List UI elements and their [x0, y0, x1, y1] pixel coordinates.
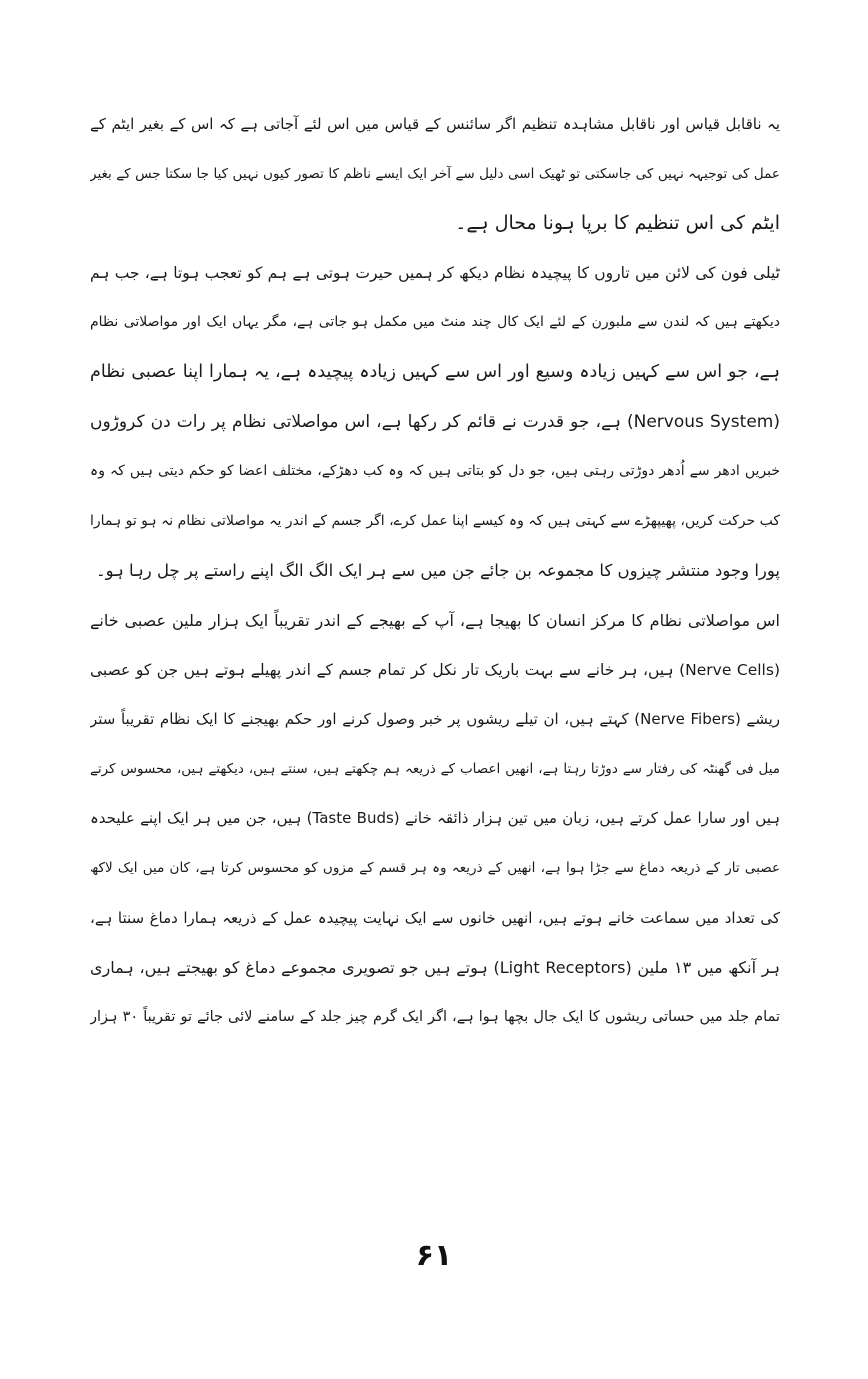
text-line: ہیں اور سارا عمل کرتے ہیں، زبان میں تین ہزار ذائقہ خانے (Taste Buds) ہیں، جن میں ہر ایک اپنے علیحدہ [90, 809, 780, 828]
text-line: میل فی گھنٹہ کی رفتار سے دوڑتا رہتا ہے، انھیں اعصاب کے ذریعہ ہم چکھتے ہیں، سنتے ہیں، دیکھتے ہیں، محسوس کرتے [90, 760, 780, 777]
text-line: کی تعداد میں سماعت خانے ہوتے ہیں، انھیں خانوں سے ایک نہایت پیچیدہ عمل کے ذریعہ ہمارا دماغ سنتا ہے، [90, 908, 780, 927]
text-line: تمام جلد میں حساتی ریشوں کا ایک جال بچھا ہوا ہے، اگر ایک گرم چیز جلد کے سامنے لائی جائے تو تقریباً ۳۰ ہزار [90, 1008, 780, 1025]
text-line: یہ ناقابل قیاس اور ناقابل مشاہدہ تنظیم اگر سائنس کے قیاس میں اس لئے آجاتی ہے کہ اس کے بغیر ایٹم کے [90, 115, 780, 133]
text-line: ہے، جو اس سے کہیں زیادہ وسیع اور اس سے کہیں زیادہ پیچیدہ ہے، یہ ہمارا اپنا عصبی نظام [90, 361, 780, 382]
text-line: ایٹم کی اس تنظیم کا برپا ہونا محال ہے۔ [455, 212, 780, 235]
text-line: ٹیلی فون کی لائن میں تاروں کا پیچیدہ نظام دیکھ کر ہمیں حیرت ہوتی ہے ہم کو تعجب ہوتا ہے، جب ہم [90, 263, 780, 282]
text-line: (Nerve Cells) ہیں، ہر خانے سے بہت باریک تار نکل کر تمام جسم کے اندر پھیلے ہوتے ہیں جن کو عصبی [90, 660, 780, 679]
text-line: ہر آنکھ میں ۱۳ ملین (Light Receptors) ہوتے ہیں جو تصویری مجموعے دماغ کو بھیجتے ہیں، ہماری [90, 958, 780, 978]
text-line: پورا وجود منتشر چیزوں کا مجموعہ بن جائے جن میں سے ہر ایک الگ الگ اپنے راستے پر چل رہا ہو۔ [95, 561, 780, 581]
text-line: اس مواصلاتی نظام کا مرکز انسان کا بھیجا ہے، آپ کے بھیجے کے اندر تقریباً ایک ہزار ملین عصبی خانے [90, 610, 780, 630]
text-line: خبریں ادھر سے اُدھر دوڑتی رہتی ہیں، جو دل کو بتاتی ہیں کہ وہ کب دھڑکے، مختلف اعضا کو حکم دیتی ہیں کہ وہ [90, 463, 780, 480]
text-line: (Nervous System) ہے، جو قدرت نے قائم کر رکھا ہے، اس مواصلاتی نظام پر رات دن کروڑوں [90, 411, 780, 432]
text-line: عصبی تار کے ذریعہ دماغ سے جڑا ہوا ہے، انھیں کے ذریعہ وہ ہر قسم کے مزوں کو محسوس کرتا ہے، کان میں ایک لاکھ [90, 859, 780, 876]
body-text [90, 100, 780, 1042]
text-line: عمل کی توجیہہ نہیں کی جاسکتی تو ٹھیک اسی دلیل سے آخر ایک ایسے ناظم کا تصور کیوں نہیں کیا جا سکتا جس کے بغیر [90, 165, 780, 182]
text-line: دیکھتے ہیں کہ لندن سے ملبورن کے لئے ایک کال چند منٹ میں مکمل ہو جاتی ہے، مگر یہاں ایک اور مواصلاتی نظام [90, 314, 780, 331]
text-line: کب حرکت کریں، پھیپھڑے سے کہتی ہیں کہ وہ کیسے اپنا عمل کرے، اگر جسم کے اندر یہ مواصلاتی نظام نہ ہو تو ہمارا [90, 512, 780, 529]
page-number: ۶۱ [415, 1238, 453, 1273]
text-line: ریشے (Nerve Fibers) کہتے ہیں، ان تیلے ریشوں پر خبر وصول کرنے اور حکم بھیجنے کا ایک نظام تقریباً ستر [90, 710, 780, 729]
